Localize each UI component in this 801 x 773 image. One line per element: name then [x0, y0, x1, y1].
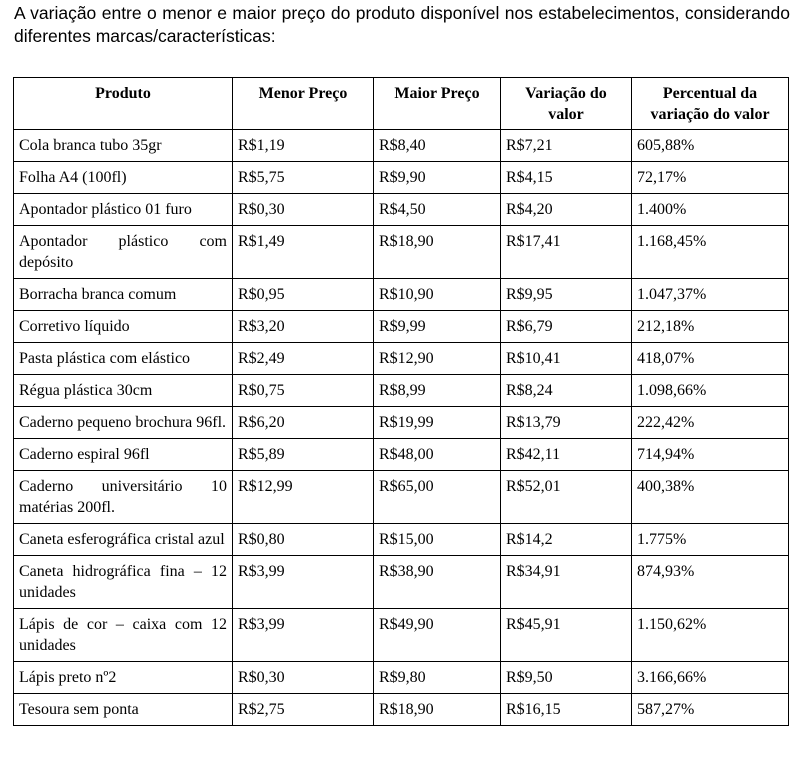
- cell-percentual: 72,17%: [632, 162, 789, 194]
- cell-variacao: R$10,41: [501, 343, 632, 375]
- cell-menor-preco: R$3,99: [233, 556, 374, 609]
- cell-variacao: R$34,91: [501, 556, 632, 609]
- header-maior-preco: Maior Preço: [374, 78, 501, 130]
- cell-maior-preco: R$49,90: [374, 609, 501, 662]
- cell-variacao: R$7,21: [501, 130, 632, 162]
- cell-percentual: 1.098,66%: [632, 375, 789, 407]
- table-row: [14, 130, 789, 162]
- cell-percentual: 1.400%: [632, 194, 789, 226]
- cell-produto: Cola branca tubo 35gr: [14, 130, 233, 162]
- cell-produto: Corretivo líquido: [14, 311, 233, 343]
- cell-menor-preco: R$6,20: [233, 407, 374, 439]
- cell-maior-preco: R$12,90: [374, 343, 501, 375]
- cell-menor-preco: R$0,30: [233, 194, 374, 226]
- cell-menor-preco: R$0,95: [233, 279, 374, 311]
- cell-percentual: 714,94%: [632, 439, 789, 471]
- cell-variacao: R$14,2: [501, 524, 632, 556]
- table-row: [14, 471, 789, 524]
- cell-percentual: 874,93%: [632, 556, 789, 609]
- table-row: [14, 194, 789, 226]
- cell-percentual: 1.168,45%: [632, 226, 789, 279]
- cell-percentual: 222,42%: [632, 407, 789, 439]
- table-row: [14, 662, 789, 694]
- table-row: [14, 524, 789, 556]
- cell-menor-preco: R$1,49: [233, 226, 374, 279]
- cell-produto: Caneta hidrográfica fina – 12 unidades: [14, 556, 233, 609]
- cell-variacao: R$42,11: [501, 439, 632, 471]
- cell-maior-preco: R$8,40: [374, 130, 501, 162]
- cell-percentual: 418,07%: [632, 343, 789, 375]
- cell-produto: Lápis preto nº2: [14, 662, 233, 694]
- cell-percentual: 587,27%: [632, 694, 789, 726]
- cell-variacao: R$4,15: [501, 162, 632, 194]
- cell-percentual: 1.150,62%: [632, 609, 789, 662]
- cell-menor-preco: R$5,89: [233, 439, 374, 471]
- cell-variacao: R$8,24: [501, 375, 632, 407]
- cell-variacao: R$17,41: [501, 226, 632, 279]
- header-variacao: Variação do valor: [501, 78, 632, 130]
- cell-produto: Caderno espiral 96fl: [14, 439, 233, 471]
- table-row: [14, 609, 789, 662]
- table-row: [14, 375, 789, 407]
- table-row: [14, 556, 789, 609]
- cell-variacao: R$16,15: [501, 694, 632, 726]
- cell-produto: Caderno universitário 10 matérias 200fl.: [14, 471, 233, 524]
- table-row: [14, 226, 789, 279]
- cell-percentual: 1.775%: [632, 524, 789, 556]
- table-row: [14, 694, 789, 726]
- cell-produto: Caderno pequeno brochura 96fl.: [14, 407, 233, 439]
- table-body: [14, 130, 789, 726]
- cell-variacao: R$6,79: [501, 311, 632, 343]
- price-variation-table: [13, 77, 789, 726]
- header-percentual: Percentual da variação do valor: [632, 78, 789, 130]
- cell-variacao: R$9,95: [501, 279, 632, 311]
- cell-produto: Pasta plástica com elástico: [14, 343, 233, 375]
- cell-variacao: R$9,50: [501, 662, 632, 694]
- cell-produto: Folha A4 (100fl): [14, 162, 233, 194]
- intro-paragraph: A variação entre o menor e maior preço do produto disponível nos estabelecimentos, considerando diferentes marcas/características:: [14, 3, 790, 46]
- cell-produto: Régua plástica 30cm: [14, 375, 233, 407]
- cell-percentual: 605,88%: [632, 130, 789, 162]
- cell-percentual: 3.166,66%: [632, 662, 789, 694]
- cell-menor-preco: R$3,20: [233, 311, 374, 343]
- cell-menor-preco: R$5,75: [233, 162, 374, 194]
- cell-produto: Apontador plástico com depósito: [14, 226, 233, 279]
- cell-produto: Caneta esferográfica cristal azul: [14, 524, 233, 556]
- header-menor-preco: Menor Preço: [233, 78, 374, 130]
- cell-menor-preco: R$2,49: [233, 343, 374, 375]
- table-row: [14, 439, 789, 471]
- cell-menor-preco: R$2,75: [233, 694, 374, 726]
- cell-menor-preco: R$0,80: [233, 524, 374, 556]
- cell-produto: Tesoura sem ponta: [14, 694, 233, 726]
- header-produto: Produto: [14, 78, 233, 130]
- cell-variacao: R$52,01: [501, 471, 632, 524]
- cell-percentual: 212,18%: [632, 311, 789, 343]
- cell-maior-preco: R$65,00: [374, 471, 501, 524]
- cell-variacao: R$45,91: [501, 609, 632, 662]
- table-row: [14, 311, 789, 343]
- cell-produto: Lápis de cor – caixa com 12 unidades: [14, 609, 233, 662]
- cell-produto: Borracha branca comum: [14, 279, 233, 311]
- cell-maior-preco: R$18,90: [374, 226, 501, 279]
- cell-percentual: 400,38%: [632, 471, 789, 524]
- table-row: [14, 279, 789, 311]
- cell-maior-preco: R$18,90: [374, 694, 501, 726]
- cell-maior-preco: R$4,50: [374, 194, 501, 226]
- cell-maior-preco: R$9,90: [374, 162, 501, 194]
- cell-maior-preco: R$8,99: [374, 375, 501, 407]
- cell-maior-preco: R$15,00: [374, 524, 501, 556]
- cell-percentual: 1.047,37%: [632, 279, 789, 311]
- cell-variacao: R$13,79: [501, 407, 632, 439]
- cell-maior-preco: R$38,90: [374, 556, 501, 609]
- cell-produto: Apontador plástico 01 furo: [14, 194, 233, 226]
- cell-menor-preco: R$3,99: [233, 609, 374, 662]
- cell-maior-preco: R$19,99: [374, 407, 501, 439]
- cell-menor-preco: R$12,99: [233, 471, 374, 524]
- cell-maior-preco: R$10,90: [374, 279, 501, 311]
- cell-variacao: R$4,20: [501, 194, 632, 226]
- cell-maior-preco: R$9,80: [374, 662, 501, 694]
- cell-maior-preco: R$9,99: [374, 311, 501, 343]
- cell-menor-preco: R$0,75: [233, 375, 374, 407]
- table-row: [14, 343, 789, 375]
- cell-maior-preco: R$48,00: [374, 439, 501, 471]
- cell-menor-preco: R$0,30: [233, 662, 374, 694]
- cell-menor-preco: R$1,19: [233, 130, 374, 162]
- table-header-row: [14, 78, 789, 130]
- table-row: [14, 407, 789, 439]
- table-row: [14, 162, 789, 194]
